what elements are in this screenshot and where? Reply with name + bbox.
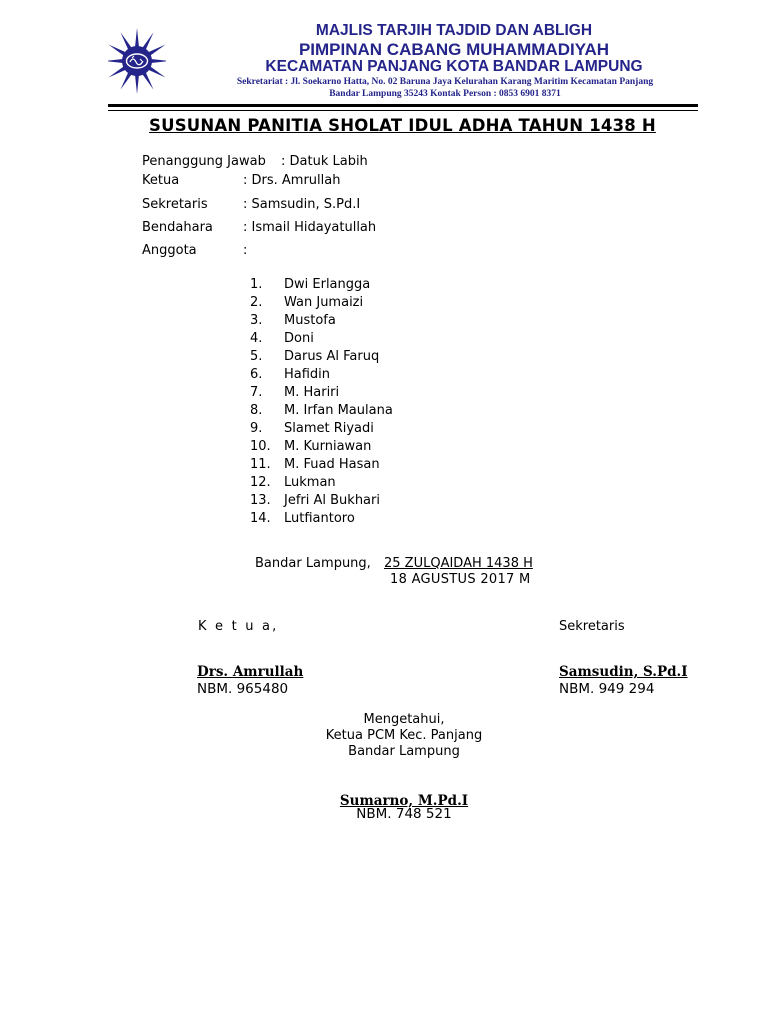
muhammadiyah-logo-icon xyxy=(108,24,166,98)
member-item xyxy=(250,420,393,438)
logo-ray xyxy=(150,59,166,63)
acknowledgement-signer-name: Sumarno, M.Pd.I xyxy=(339,793,469,809)
member-number: 6. xyxy=(250,367,263,382)
dateline-gregorian-date: 18 AGUSTUS 2017 M xyxy=(390,572,531,587)
logo-ray xyxy=(135,74,139,94)
member-name: Slamet Riyadi xyxy=(284,421,374,436)
letterhead-line-3: KECAMATAN PANJANG KOTA BANDAR LAMPUNG xyxy=(265,58,643,75)
signature-ketua-nbm: NBM. 965480 xyxy=(197,681,289,697)
logo-ray xyxy=(135,28,139,48)
member-item xyxy=(250,366,393,384)
acknowledgement-signer-nbm: NBM. 748 521 xyxy=(356,806,452,822)
member-item xyxy=(250,510,393,528)
dateline-hijri-date: 25 ZULQAIDAH 1438 H xyxy=(384,556,533,571)
letterhead-rule-thick xyxy=(108,104,698,107)
member-item xyxy=(250,330,393,348)
member-number: 9. xyxy=(250,421,263,436)
committee-value-penanggung-jawab: : Datuk Labih xyxy=(281,154,368,169)
committee-value-ketua: : Drs. Amrullah xyxy=(243,173,341,188)
committee-value-sekretaris: : Samsudin, S.Pd.I xyxy=(243,197,361,212)
member-item xyxy=(250,384,393,402)
document-title: SUSUNAN PANITIA SHOLAT IDUL ADHA TAHUN 1438 H xyxy=(149,116,656,135)
committee-label-ketua: Ketua xyxy=(142,173,180,188)
committee-label-penanggung-jawab: Penanggung Jawab xyxy=(142,154,266,169)
member-item xyxy=(250,312,393,330)
member-number: 1. xyxy=(250,277,263,292)
member-number: 11. xyxy=(250,457,271,472)
signature-sekretaris-name: Samsudin, S.Pd.I xyxy=(559,664,688,680)
member-number: 5. xyxy=(250,349,263,364)
member-item xyxy=(250,276,393,294)
signature-sekretaris-role: Sekretaris xyxy=(559,619,625,634)
committee-label-bendahara: Bendahara xyxy=(142,220,213,235)
member-name: Darus Al Faruq xyxy=(284,349,380,364)
committee-value-bendahara: : Ismail Hidayatullah xyxy=(243,220,377,235)
member-name: M. Hariri xyxy=(284,385,340,400)
member-number: 14. xyxy=(250,511,271,526)
logo-ray xyxy=(108,59,124,63)
member-name: Jefri Al Bukhari xyxy=(284,493,380,508)
letterhead-address-2: Bandar Lampung 35243 Kontak Person : 0853 6901 8371 xyxy=(329,89,561,99)
member-number: 8. xyxy=(250,403,263,418)
member-item xyxy=(250,294,393,312)
member-item xyxy=(250,348,393,366)
dateline-place: Bandar Lampung, xyxy=(255,556,371,571)
committee-value-anggota: : xyxy=(243,243,248,258)
letterhead-line-1: MAJLIS TARJIH TAJDID DAN ABLIGH xyxy=(315,22,593,39)
member-name: M. Fuad Hasan xyxy=(284,457,380,472)
committee-label-sekretaris: Sekretaris xyxy=(142,197,208,212)
acknowledgement-line-3: Bandar Lampung xyxy=(348,744,460,759)
acknowledgement-line-2: Ketua PCM Kec. Panjang xyxy=(325,728,483,743)
member-item xyxy=(250,402,393,420)
member-number: 7. xyxy=(250,385,263,400)
signature-sekretaris-nbm: NBM. 949 294 xyxy=(559,681,655,697)
member-number: 13. xyxy=(250,493,271,508)
letterhead-address-1: Sekretariat : Jl. Soekarno Hatta, No. 02 Baruna Jaya Kelurahan Karang Maritim Kecamatan Panjang xyxy=(236,77,654,87)
signature-ketua-role: K e t u a, xyxy=(198,619,279,634)
member-list xyxy=(250,276,393,528)
acknowledgement-line-1: Mengetahui, xyxy=(363,712,445,727)
member-number: 10. xyxy=(250,439,271,454)
member-item xyxy=(250,438,393,456)
member-number: 4. xyxy=(250,331,263,346)
member-name: M. Irfan Maulana xyxy=(284,403,393,418)
committee-label-anggota: Anggota xyxy=(142,243,197,258)
member-name: Lukman xyxy=(284,475,336,490)
member-name: Hafidin xyxy=(284,367,331,382)
member-number: 2. xyxy=(250,295,263,310)
letterhead-rule-thin xyxy=(108,110,698,111)
member-number: 3. xyxy=(250,313,263,328)
member-name: Mustofa xyxy=(284,313,336,328)
member-name: M. Kurniawan xyxy=(284,439,372,454)
signature-ketua-name: Drs. Amrullah xyxy=(197,664,304,680)
member-name: Doni xyxy=(284,331,314,346)
letterhead-line-2: PIMPINAN CABANG MUHAMMADIYAH xyxy=(298,40,610,59)
member-item xyxy=(250,474,393,492)
member-name: Wan Jumaizi xyxy=(284,295,364,310)
member-name: Dwi Erlangga xyxy=(284,277,371,292)
member-item xyxy=(250,492,393,510)
member-number: 12. xyxy=(250,475,271,490)
member-item xyxy=(250,456,393,474)
member-name: Lutfiantoro xyxy=(284,511,355,526)
